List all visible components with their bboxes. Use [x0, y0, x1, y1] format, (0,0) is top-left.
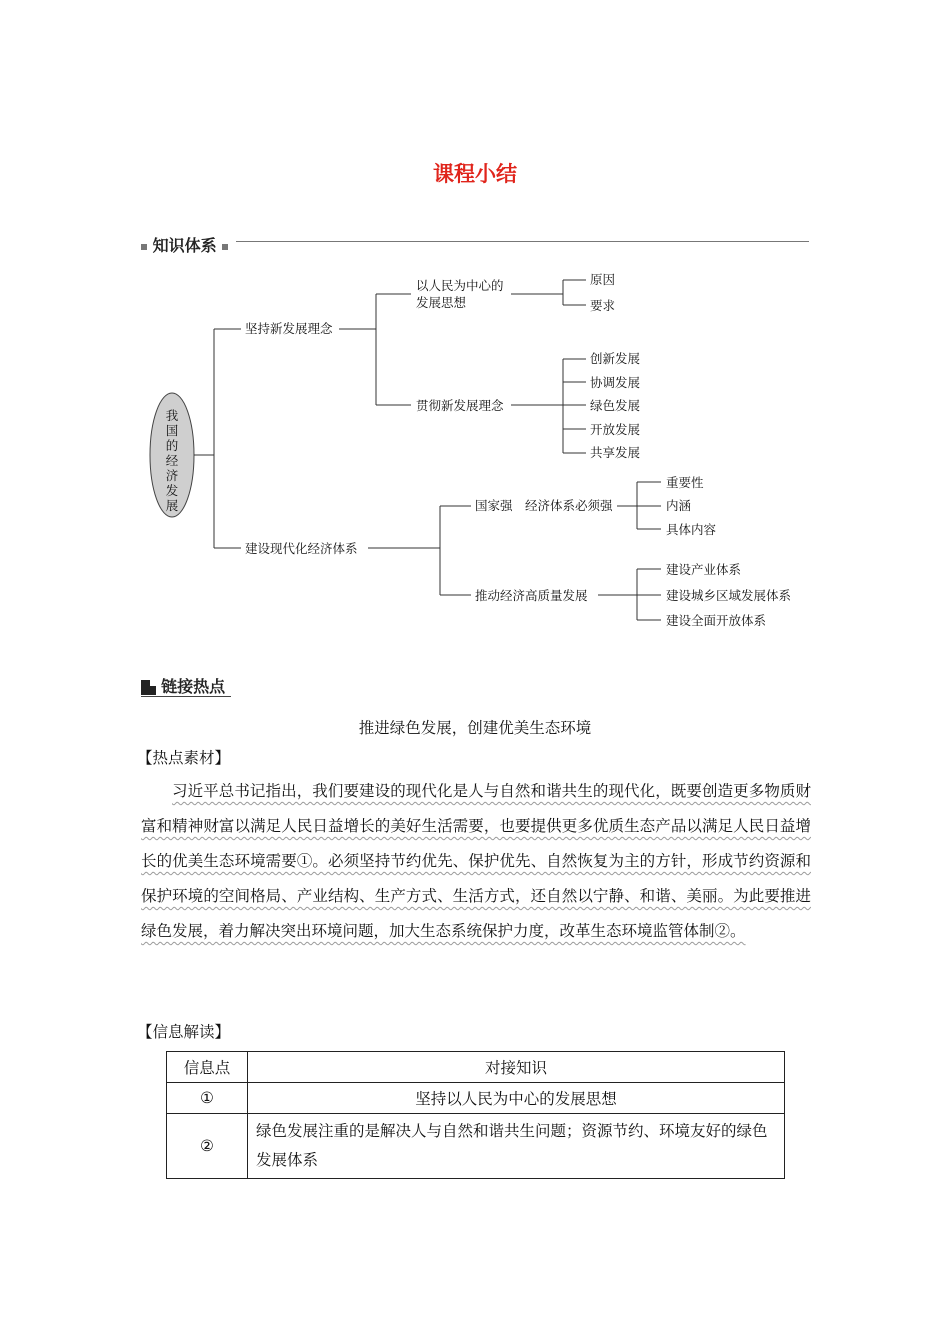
- mindmap-leaf: 具体内容: [666, 522, 717, 537]
- mindmap-leaf: 内涵: [666, 498, 692, 513]
- heading-underline: [141, 696, 231, 697]
- mindmap-node-branch1-sub2: 贯彻新发展理念: [416, 398, 504, 413]
- mindmap-node-branch1: 坚持新发展理念: [245, 321, 333, 336]
- mindmap-leaf: 重要性: [666, 475, 704, 490]
- hotspot-heading: 链接热点: [161, 677, 226, 696]
- knowledge-heading: 知识体系: [152, 236, 217, 255]
- table-cell-point: ①: [167, 1083, 248, 1114]
- info-table: [166, 1051, 785, 1179]
- hotspot-paragraph: [141, 774, 811, 949]
- mindmap-connectors: [0, 0, 950, 660]
- table-cell-knowledge: 绿色发展注重的是解决人与自然和谐共生问题；资源节约、环境友好的绿色发展体系: [248, 1114, 785, 1179]
- mindmap-leaf: 建设城乡区域发展体系: [666, 588, 792, 603]
- mindmap-leaf: 开放发展: [590, 422, 641, 437]
- table-row: [167, 1083, 785, 1114]
- section-square-icon: [141, 680, 156, 695]
- table-header-cell: 信息点: [167, 1052, 248, 1083]
- mindmap-node-branch2-sub2: 推动经济高质量发展: [475, 588, 588, 603]
- material-label: 【热点素材】: [137, 749, 231, 767]
- interpret-label: 【信息解读】: [137, 1023, 231, 1041]
- mindmap-leaf: 要求: [590, 298, 616, 313]
- hotspot-subtitle: 推进绿色发展，创建优美生态环境: [358, 719, 592, 737]
- mindmap-leaf: 创新发展: [590, 351, 641, 366]
- page-title: 课程小结: [433, 162, 517, 186]
- node-label-line2: 发展思想: [416, 295, 467, 310]
- mindmap-leaf: 共享发展: [590, 445, 641, 460]
- hotspot-paragraph-text: 习近平总书记指出，我们要建设的现代化是人与自然和谐共生的现代化，既要创造更多物质财富和精神财富以满足人民日益增长的美好生活需要，也要提供更多优质生态产品以满足人民日益增长的优美生态环境需要①。必须坚持节约优先、保护优先、自然恢复为主的方针，形成节约资源和保护环境的空间格局、产业结构、生产方式、生活方式，还自然以宁静、和谐、美丽。为此要推进绿色发展，着力解决突出环境问题，加大生态系统保护力度，改革生态环境监管体制②。: [141, 782, 811, 940]
- mindmap-leaf: 原因: [590, 272, 616, 287]
- mindmap-node-branch1-sub1: [416, 277, 504, 311]
- table-row: [167, 1114, 785, 1179]
- table-header-row: [167, 1052, 785, 1083]
- mindmap-root: 我国的经济发展: [165, 408, 179, 513]
- table-header-cell: 对接知识: [248, 1052, 785, 1083]
- mindmap-leaf: 建设产业体系: [666, 562, 742, 577]
- mindmap-node-branch2: 建设现代化经济体系: [245, 541, 358, 556]
- hotspot-section-header: [141, 674, 225, 697]
- mindmap-leaf: 协调发展: [590, 375, 641, 390]
- mindmap-leaf: 建设全面开放体系: [666, 613, 767, 628]
- table-cell-point: ②: [167, 1114, 248, 1179]
- mindmap-leaf: 绿色发展: [590, 398, 641, 413]
- mindmap-node-branch2-sub1: 国家强 经济体系必须强: [475, 498, 613, 513]
- node-label-line1: 以人民为中心的: [416, 278, 504, 293]
- table-cell-knowledge: 坚持以人民为中心的发展思想: [248, 1083, 785, 1114]
